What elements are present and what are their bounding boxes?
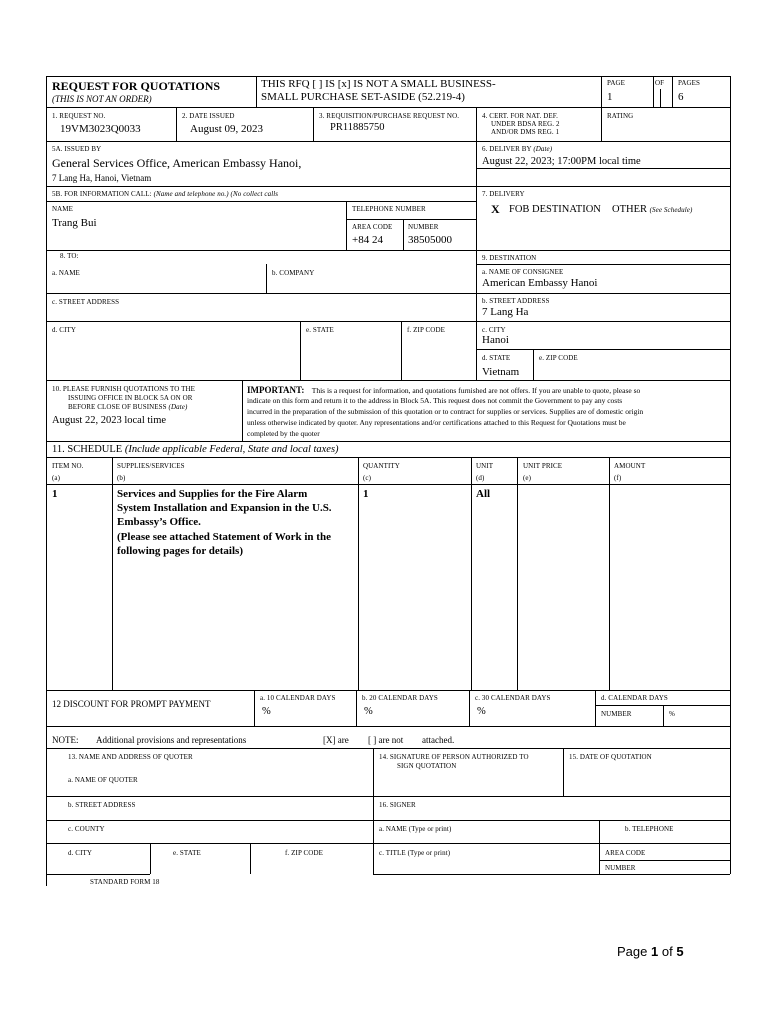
fob-destination: FOB DESTINATION [509,204,601,215]
discount-30-label: c. 30 CALENDAR DAYS [475,694,551,702]
row-desc-2: System Installation and Expansion in the U.S. [117,502,332,514]
issued-by-label: 5A. ISSUED BY [52,145,102,153]
row-quantity: 1 [363,488,369,500]
delivery-other: OTHER (See Schedule) [612,204,693,215]
date-issued-label: 2. DATE ISSUED [182,112,235,120]
setaside-line1: THIS RFQ [ ] IS [x] IS NOT A SMALL BUSINESS- [261,78,496,90]
col-qty-header: QUANTITY [363,462,400,470]
col-unit-header: UNIT [476,462,494,470]
to-state-label: e. STATE [306,326,334,334]
col-unit-sub: (d) [476,474,485,482]
quoter-city-label: d. CITY [68,849,93,857]
info-call-label: 5B. FOR INFORMATION CALL: (Name and telephone no.) (No collect calls [52,190,279,198]
discount-number-label: NUMBER [601,710,632,718]
request-no: 19VM3023Q0033 [60,123,141,135]
quoter-zip-label: f. ZIP CODE [285,849,323,857]
deliver-by-label: 6. DELIVER BY (Date) [482,145,553,153]
signature-label-2: SIGN QUOTATION [397,762,457,770]
signer-area-code-label: AREA CODE [605,849,646,857]
deliver-by: August 22, 2023; 17:00PM local time [482,156,641,167]
schedule-title: 11. SCHEDULE (Include applicable Federal, State and local taxes) [52,444,339,455]
row-desc-3: Embassy’s Office. [117,516,201,528]
row-unit: All [476,488,491,500]
area-code-label: AREA CODE [352,223,393,231]
to-name-label: a. NAME [52,269,80,277]
info-name-label: NAME [52,205,74,213]
request-no-label: 1. REQUEST NO. [52,112,106,120]
dest-state: Vietnam [482,366,520,378]
col-supplies-header: SUPPLIES/SERVICES [117,462,185,470]
form-subtitle: (THIS IS NOT AN ORDER) [52,94,152,104]
dest-street-label: b. STREET ADDRESS [482,297,550,305]
fob-checkbox-mark[interactable]: X [491,202,500,216]
discount-10-pct: % [262,706,271,717]
dest-zip-label: e. ZIP CODE [539,354,578,362]
dest-city-label: c. CITY [482,326,506,334]
delivery-label: 7. DELIVERY [482,190,525,198]
pages-total: 6 [678,91,684,103]
discount-label: 12 DISCOUNT FOR PROMPT PAYMENT [52,699,211,709]
requisition-no: PR11885750 [330,122,385,133]
quoter-label: 13. NAME AND ADDRESS OF QUOTER [68,753,193,761]
note-label: NOTE: [52,735,79,745]
important-line-2: indicate on this form and return it to the address in Block 5A. This request does not commit the Government to pay any costs [247,396,623,405]
standard-form-label: STANDARD FORM 18 [90,878,160,886]
info-name: Trang Bui [52,217,97,229]
area-code: +84 24 [352,234,383,246]
page-number: 1 [607,91,613,103]
dest-street: 7 Lang Ha [482,306,529,318]
signer-telephone-label: b. TELEPHONE [625,825,674,833]
dest-city: Hanoi [482,334,509,346]
to-city-label: d. CITY [52,326,77,334]
important-line-1: IMPORTANT: This is a request for information, and quotations furnished are not offers. If you are unable to quote, please so [247,385,641,395]
consignee: American Embassy Hanoi [482,277,598,289]
discount-20-label: b. 20 CALENDAR DAYS [362,694,438,702]
signer-title-label: c. TITLE (Type or print) [379,849,451,857]
rating-label: RATING [607,112,634,120]
signer-number-label: NUMBER [605,864,636,872]
row-desc-1: Services and Supplies for the Fire Alarm [117,488,308,500]
col-price-header: UNIT PRICE [523,462,563,470]
signer-label: 16. SIGNER [379,801,416,809]
discount-10-label: a. 10 CALENDAR DAYS [260,694,336,702]
note-are[interactable]: [X] are [323,735,349,745]
signer-name-label: a. NAME (Type or print) [379,825,452,833]
discount-days-pct: % [669,710,675,718]
to-zip-label: f. ZIP CODE [407,326,445,334]
number-label: NUMBER [408,223,439,231]
col-item-header: ITEM NO. [52,462,84,470]
row-desc-5: following pages for details) [117,545,243,557]
page-label: PAGE [607,79,626,87]
of-label: OF [655,79,665,87]
quoter-state-label: e. STATE [173,849,201,857]
discount-30-pct: % [477,706,486,717]
row-desc-4: (Please see attached Statement of Work in the [117,531,331,543]
discount-20-pct: % [364,706,373,717]
to-street-label: c. STREET ADDRESS [52,298,120,306]
note-attached: attached. [422,735,455,745]
discount-days-label: d. CALENDAR DAYS [601,694,668,702]
quoter-name-label: a. NAME OF QUOTER [68,776,138,784]
form-title: REQUEST FOR QUOTATIONS [52,79,221,93]
col-qty-sub: (c) [363,474,372,482]
cert-label-3: AND/OR DMS REG. 1 [491,128,560,136]
row-item-no: 1 [52,488,58,500]
page-footer: Page 1 of 5 [617,944,684,959]
signature-label-1: 14. SIGNATURE OF PERSON AUTHORIZED TO [379,753,529,761]
furnish-label-1: 10. PLEASE FURNISH QUOTATIONS TO THE [52,385,196,393]
date-issued: August 09, 2023 [190,123,264,135]
col-item-sub: (a) [52,474,61,482]
col-amount-sub: (f) [614,474,622,482]
destination-label: 9. DESTINATION [482,254,537,262]
col-supplies-sub: (b) [117,474,126,482]
phone-number: 38505000 [408,234,452,246]
dest-state-label: d. STATE [482,354,511,362]
important-line-5: completed by the quoter [247,429,320,438]
furnish-date: August 22, 2023 local time [52,415,167,426]
issued-by-line1: General Services Office, American Embassy Hanoi, [52,156,302,170]
setaside-line2: SMALL PURCHASE SET-ASIDE (52.219-4) [261,91,465,103]
important-line-3: incurred in the preparation of the submission of this quotation or to contract for supplies or services. Supplies are of domestic origin [247,407,644,416]
pages-label: PAGES [678,79,701,87]
consignee-label: a. NAME OF CONSIGNEE [482,268,564,276]
quoter-street-label: b. STREET ADDRESS [68,801,136,809]
quotation-date-label: 15. DATE OF QUOTATION [569,753,652,761]
important-line-4: unless otherwise indicated by quoter. Any representations and/or certifications attached to this Request for Quotations must be [247,418,626,427]
to-label: 8. TO: [60,252,79,260]
telephone-label: TELEPHONE NUMBER [352,205,426,213]
to-company-label: b. COMPANY [272,269,315,277]
note-text: Additional provisions and representations [96,735,247,745]
furnish-label-2: ISSUING OFFICE IN BLOCK 5A ON OR [68,394,193,402]
cert-label-1: 4. CERT. FOR NAT. DEF. [482,112,559,120]
quoter-county-label: c. COUNTY [68,825,105,833]
col-price-sub: (e) [523,474,532,482]
requisition-label: 3. REQUISITION/PURCHASE REQUEST NO. [319,112,460,120]
note-are-not[interactable]: [ ] are not [368,735,404,745]
furnish-label-3: BEFORE CLOSE OF BUSINESS (Date) [68,403,188,411]
issued-by-line2: 7 Lang Ha, Hanoi, Vietnam [52,173,152,183]
cert-label-2: UNDER BDSA REG. 2 [491,120,560,128]
col-amount-header: AMOUNT [614,462,646,470]
